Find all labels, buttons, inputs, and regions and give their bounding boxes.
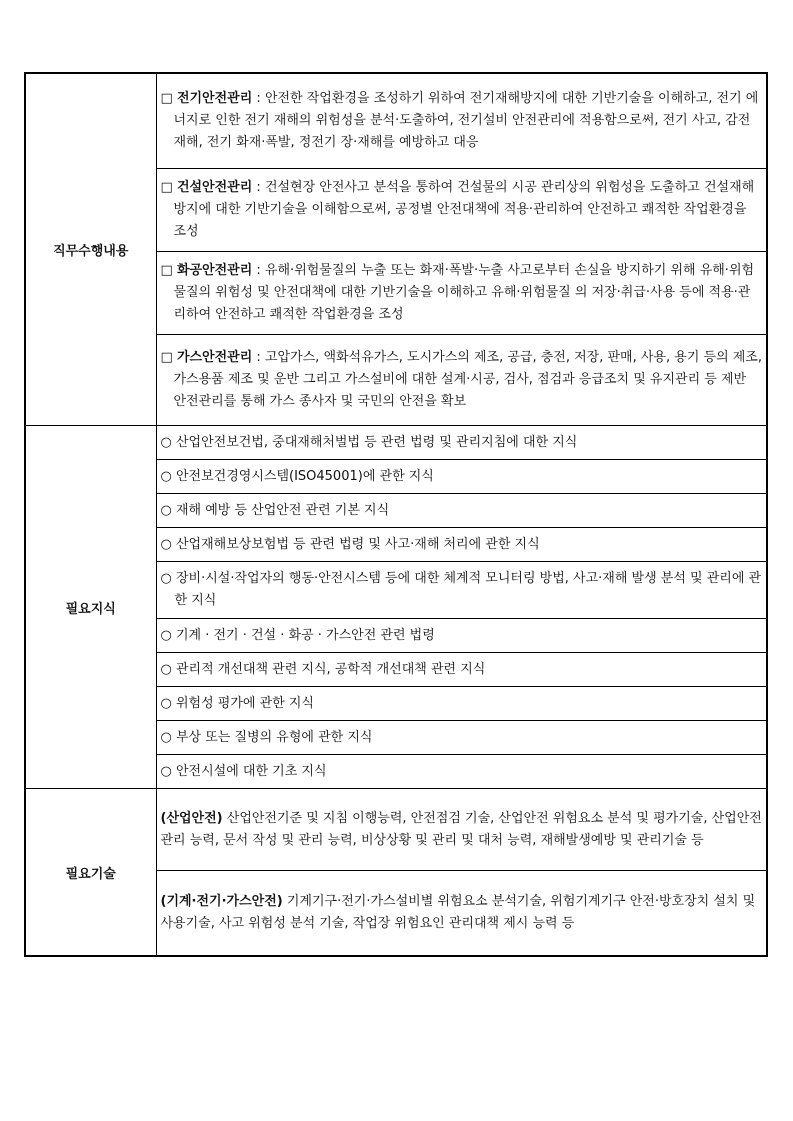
- skill-title: (기계·전기·가스안전): [160, 894, 283, 909]
- checkbox-marker: □: [160, 350, 173, 365]
- knowledge-item: ○ 관리적 개선대책 관련 지식, 공학적 개선대책 관련 지식: [156, 653, 767, 687]
- knowledge-item: ○ 재해 예방 등 산업안전 관련 기본 지식: [156, 494, 767, 528]
- checkbox-marker: □: [160, 91, 173, 106]
- duty-title: 건설안전관리: [176, 180, 253, 195]
- duty-text: : 고압가스, 액화석유가스, 도시가스의 제조, 공급, 충전, 저장, 판매, 사용, 용기 등의 제조, 가스용품 제조 및 운반 그리고 가스설비에 대한 설계·시공, 검사, 점검과 응급조치 및 유지관리 등 제반 안전관리를 통해 가스 종사자 및 국민의 안전을 확보: [173, 350, 763, 409]
- skill-text: 기계기구·전기·가스설비별 위험요소 분석기술, 위험기계기구 안전·방호장치 설치 및 사용기술, 사고 위험성 분석 기술, 작업장 위험요인 관리대책 제시 능력 등: [160, 894, 756, 931]
- duty-text: : 건설현장 안전사고 분석을 통하여 건설물의 시공 관리상의 위험성을 도출하고 건설재해방지에 대한 기반기술을 이해함으로써, 공정별 안전대책에 적용·관리하여 안전하고 쾌적한 작업환경을 조성: [173, 180, 755, 239]
- duty-text: : 안전한 작업환경을 조성하기 위하여 전기재해방지에 대한 기반기술을 이해하고, 전기 에너지로 인한 전기 재해의 위험성을 분석·도출하여, 전기설비 안전관리에 적용함으로써, 전기 사고, 감전 재해, 전기 화재·폭발, 정전기 장·재해를 예방하고 대응: [173, 91, 759, 150]
- duty-item-chemical: [156, 252, 767, 335]
- knowledge-row: [25, 426, 767, 460]
- duty-title: 전기안전관리: [176, 91, 253, 106]
- skill-title: (산업안전): [160, 810, 223, 826]
- knowledge-item: ○ 안전보건경영시스템(ISO45001)에 관한 지식: [156, 460, 767, 494]
- duty-item-gas: [156, 335, 767, 426]
- duty-text: : 유해·위험물질의 누출 또는 화재·폭발·누출 사고로부터 손실을 방지하기 위해 유해·위험 물질의 위험성 및 안전대책에 대한 기반기술을 이해하고 유해·위험물질 의 저장·취급·사용 등에 적용·관리하여 안전하고 쾌적한 작업환경을 조성: [173, 263, 755, 322]
- skill-item-industrial: [156, 789, 767, 871]
- checkbox-marker: □: [160, 180, 173, 195]
- knowledge-item: ○ 산업안전보건법, 중대재해처벌법 등 관련 법령 및 관리지침에 대한 지식: [156, 426, 767, 460]
- knowledge-item: ○ 장비·시설·작업자의 행동·안전시스템 등에 대한 체계적 모니터링 방법, 사고·재해 발생 분석 및 관리에 관한 지식: [156, 562, 767, 619]
- knowledge-item: ○ 위험성 평가에 관한 지식: [156, 687, 767, 721]
- checkbox-marker: □: [160, 263, 173, 278]
- knowledge-item: ○ 안전시설에 대한 기초 지식: [156, 755, 767, 789]
- skills-row: [25, 789, 767, 871]
- job-description-table: [24, 72, 768, 957]
- knowledge-item: ○ 산업재해보상보험법 등 관련 법령 및 사고·재해 처리에 관한 지식: [156, 528, 767, 562]
- duties-row: [25, 73, 767, 169]
- duty-title: 화공안전관리: [176, 263, 253, 278]
- skills-header: 필요기술: [25, 789, 156, 957]
- duties-header: 직무수행내용: [25, 73, 156, 426]
- knowledge-item: ○ 부상 또는 질병의 유형에 관한 지식: [156, 721, 767, 755]
- knowledge-header: 필요지식: [25, 426, 156, 789]
- duty-item-construction: [156, 169, 767, 252]
- skill-text: 산업안전기준 및 지침 이행능력, 안전점검 기술, 산업안전 위험요소 분석 및 평가기술, 산업안전 관리 능력, 문서 작성 및 관리 능력, 비상상황 및 관리 및 대처 능력, 재해발생예방 및 관리기술 등: [160, 810, 762, 848]
- duty-item-electrical: [156, 73, 767, 169]
- knowledge-item: ○ 기계 · 전기 · 건설 · 화공 · 가스안전 관련 법령: [156, 619, 767, 653]
- duty-title: 가스안전관리: [176, 350, 253, 365]
- skill-item-machine-electric-gas: [156, 871, 767, 957]
